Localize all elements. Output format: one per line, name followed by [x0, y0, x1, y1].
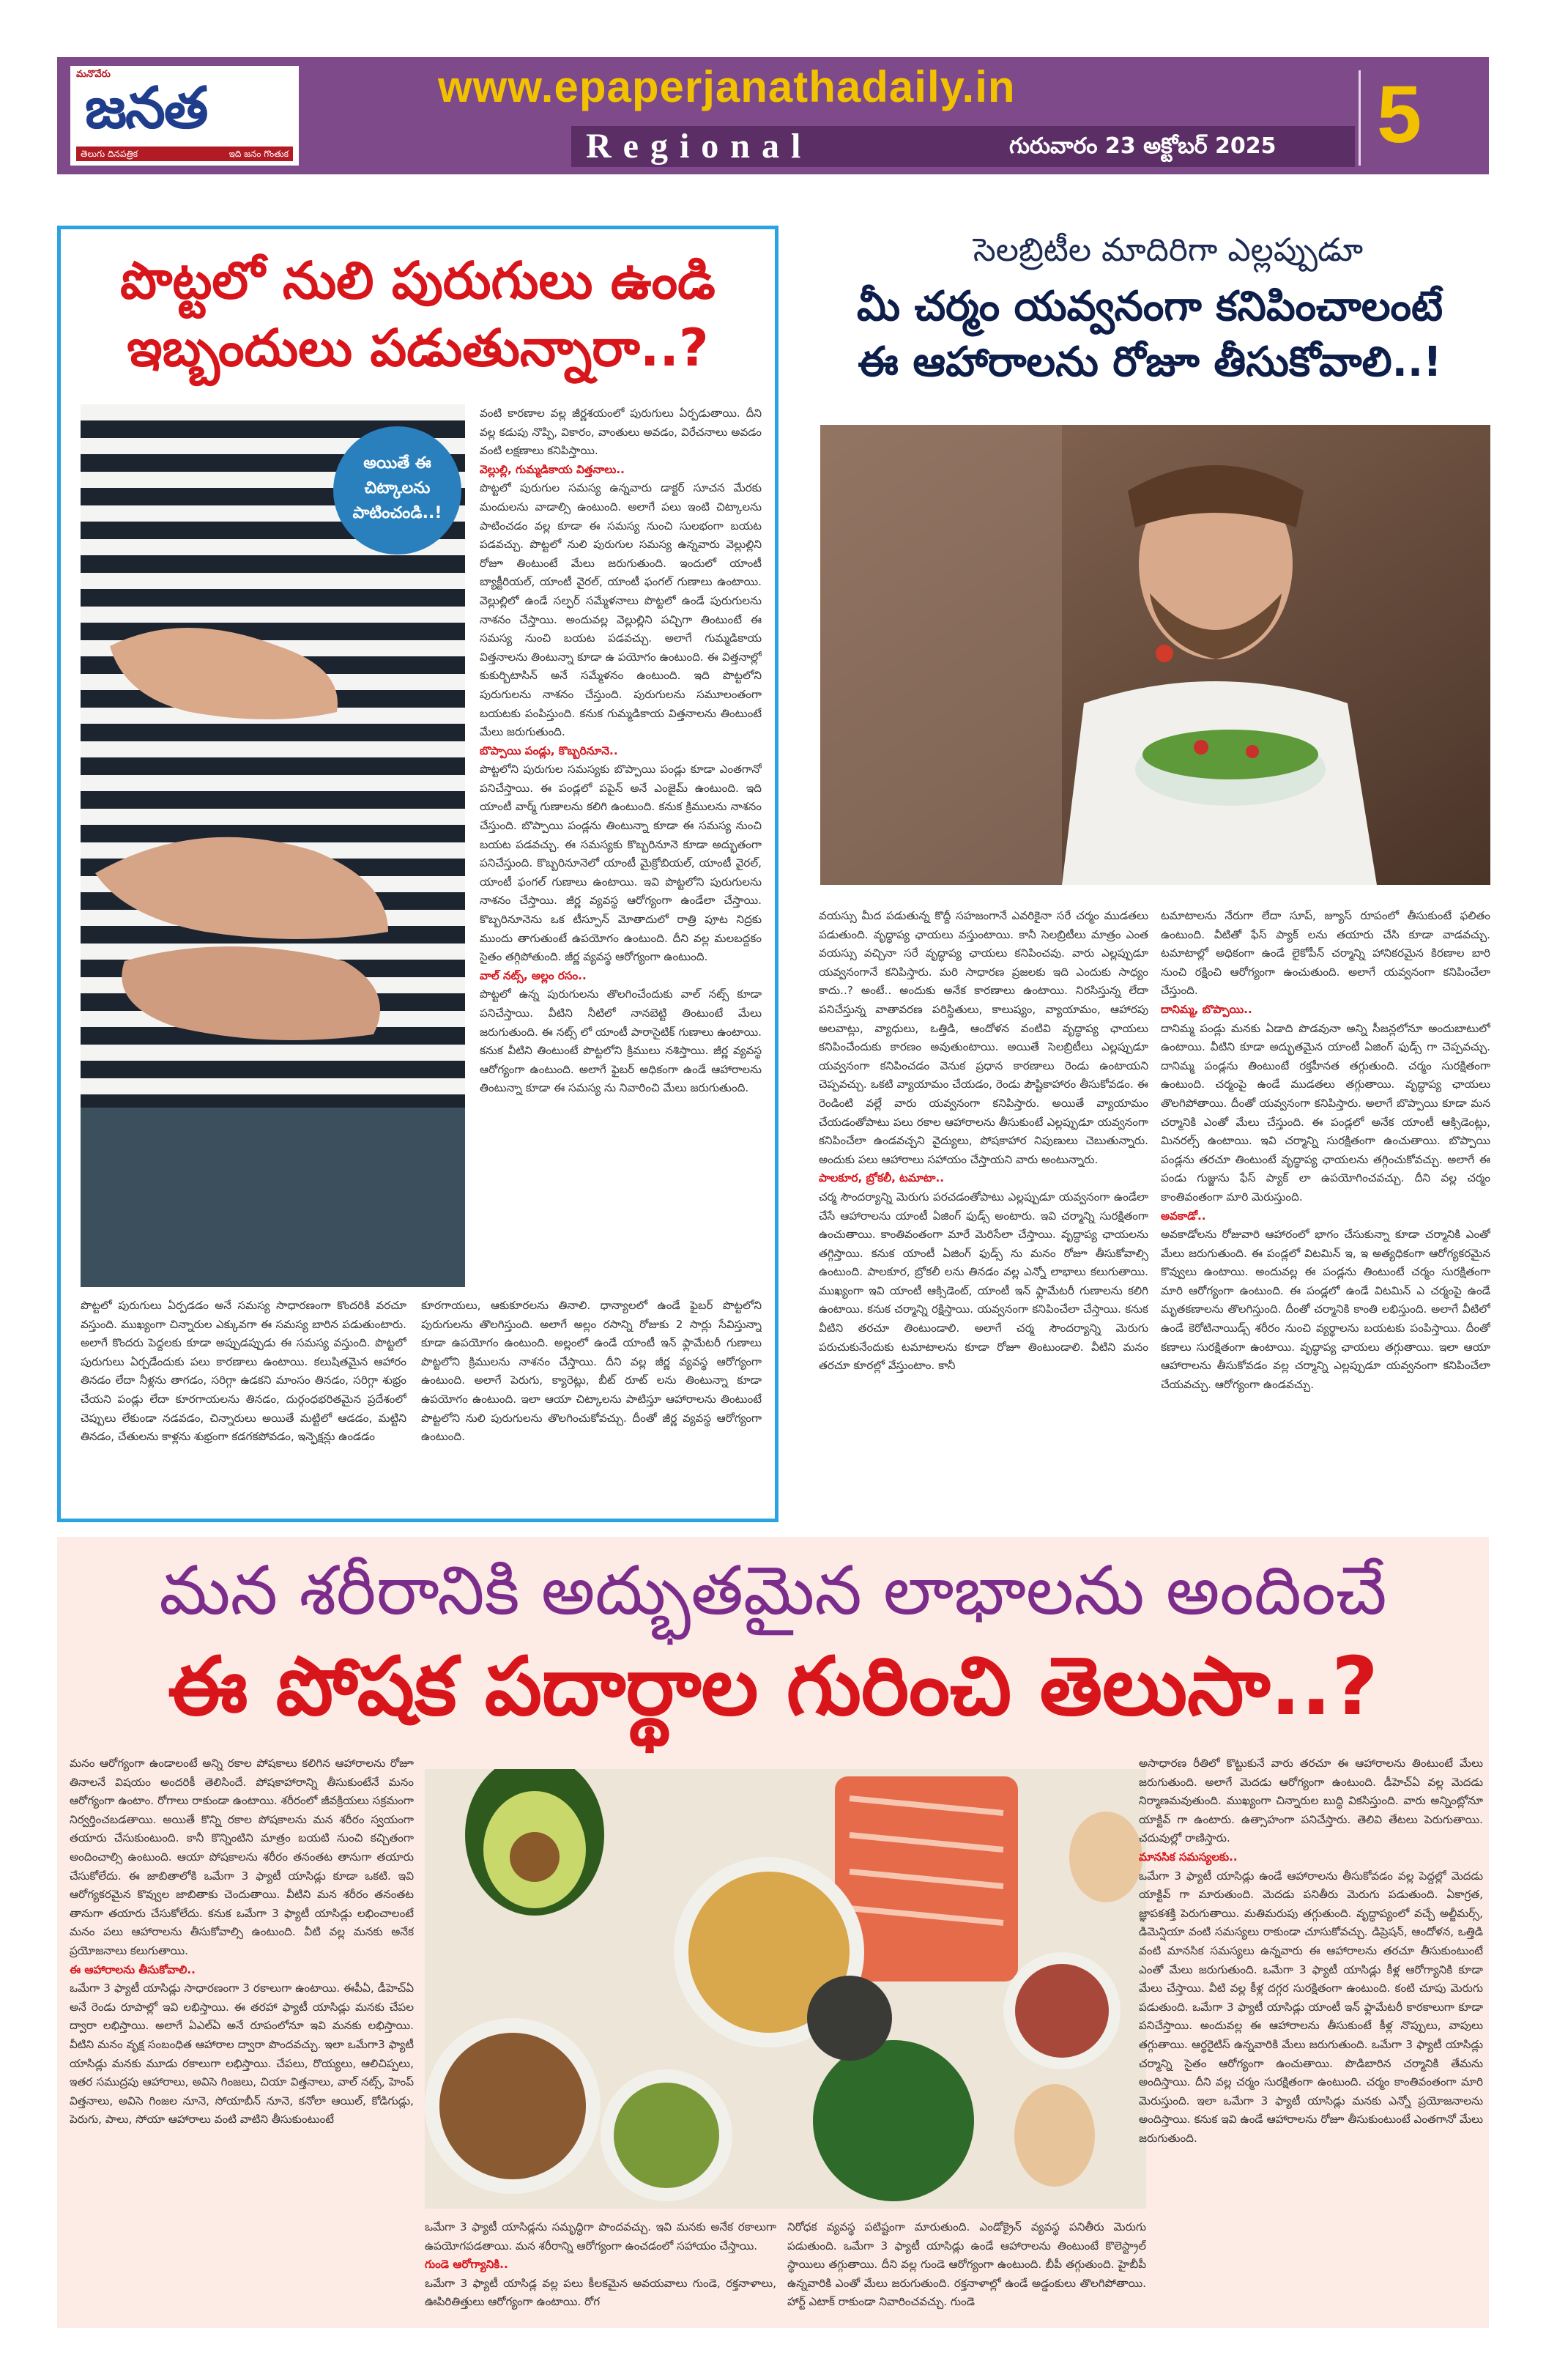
article2-subhead-spinach: పాలకూర, బ్రోకలీ, టమాటా..: [819, 1171, 944, 1185]
article2-headline-line2: ఈ ఆహారాలను రోజూ తీసుకోవాలి..!: [858, 338, 1442, 386]
edition-date: గురువారం 23 అక్టోబర్ 2025: [1009, 133, 1277, 159]
site-url[interactable]: www.epaperjanathadaily.in: [438, 62, 1016, 111]
article1-intro-text: వంటి కారణాల వల్ల జీర్ణశయంలో పురుగులు ఏర్పడుతాయి. దీని వల్ల కడుపు నొప్పి, వికారం, వాంతులు అవడం, విరేచనాలు అవడం వంటి లక్షణాలు కనిపిస్తాయి.: [480, 407, 762, 458]
article1-papaya-text: పొట్టలోని పురుగుల సమస్యకు బొప్పాయి పండ్లు కూడా ఎంతగానో పనిచేస్తాయి. ఈ పండ్లలో పపైన్ అనే ఎంజైమ్ ఉంటుంది. ఇది యాంటీ వార్మ్ గుణాలను కలిగి ఉంటుంది. కనుక క్రిములను నాశనం చేస్తుంది. బొప్పాయి పండ్లను తింటున్నా కూడా ఈ సమస్య నుంచి బయట పడవచ్చు. ఈ సమస్యకు కొబ్బరినూనె కూడా అద్భుతంగా పనిచేస్తుంది. కొబ్బరినూనెలో యాంటీ మైక్రోబియల్, యాంటీ వైరల్, యాంటీ ఫంగల్ గుణాలు ఉంటాయి. ఇవి పొట్టలోని పురుగులను నాశనం చేస్తాయి. జీర్ణ వ్యవస్థ ఆరోగ్యంగా ఉండేలా చేస్తాయి. కొబ్బరినూనెను ఒక టీస్పూన్ మోతాదులో రాత్రి పూట నిద్రకు ముందు తాగుతుంటే ఉపయోగం ఉంటుంది. దీని వల్ల మలబద్దకం సైతం తగ్గిపోతుంది. జీర్ణ వ్యవస్థ ఆరోగ్యంగా ఉంటుంది.: [480, 763, 762, 964]
article2-column-2: [1161, 907, 1490, 1533]
article3-subhead-mental: మానసిక సమస్యలకు..: [1139, 1850, 1238, 1864]
masthead-divider: [1359, 70, 1361, 166]
article2-photo: [820, 425, 1490, 885]
logo-small-text: మనొవేరు: [76, 69, 111, 80]
article1-bottom-column-1: పొట్టలో పురుగులు ఏర్పడడం అనే సమస్య సాధారణంగా కొందరికి వరచూ వస్తుంది. ముఖ్యంగా చిన్నారుల ఎక్కువగా ఈ సమస్య బారిన పడుతుంటారు. అలాగే కొందరు పెద్దలకు కూడా అప్పుడప్పుడు ఈ సమస్య వస్తుంది. పొట్టలో పురుగులు ఏర్పడేందుకు పలు కారణాలు ఉంటాయి. కలుషితమైన ఆహారం తినడం లేదా నీళ్లను తాగడం, సరిగ్గా ఉడకని మాంసం తినడం, సరిగ్గా శుభ్రం చేయని పండ్లు లేదా కూరగాయలను తినడం, దుర్గంధభరితమైన ప్రదేశంలో చెప్పులు లేకుండా నడవడం, చిన్నారులు అయితే మట్టిలో ఆడడం, మట్టిని తినడం, చేతులను కాళ్లను శుభ్రంగా కడగకపోవడం, ఇన్ఫెక్షన్లు ఉండడం: [81, 1299, 406, 1444]
article3-photo: [425, 1769, 1146, 2209]
article1-column-right: [480, 404, 762, 1287]
article1-walnuts-text: పొట్టలో ఉన్న పురుగులను తొలగించేందుకు వాల్ నట్స్ కూడా పనిచేస్తాయి. వీటిని నీటిలో నానబెట్టి తింటుంటే మేలు జరుగుతుంది. ఈ నట్స్ లో యాంటీ పారాసైటిక్ గుణాలు ఉంటాయి. కనుక వీటిని తింటుంటే పొట్టలోని క్రిములు నశిస్తాయి. జీర్ణ వ్యవస్థ ఆరోగ్యంగా ఉంటుంది. అలాగే ఫైబర్ అధికంగా ఉండే ఆహారాలను తింటున్నా కూడా ఈ సమస్య ను నివారించి మేలు జరుగుతుంది.: [480, 987, 762, 1095]
article1-headline-line2: ఇబ్బందులు పడుతున్నారా..?: [127, 318, 709, 378]
article2-avocado-text: అవకాడోలను రోజువారి ఆహారంలో భాగం చేసుకున్నా కూడా చర్మానికి ఎంతో మేలు జరుగుతుంది. ఈ పండ్లలో విటమిన్ ఇ, ఇ అత్యధికంగా ఆరోగ్యకరమైన కొవ్వులు ఉంటాయి. అందువల్ల ఈ పండ్లను తింటుంటే చర్మం సురక్షితంగా మారి ఆరోగ్యంగా ఉంటుంది. ఈ పండ్లలో ఉండే విటమిన్ ఎ చర్మంపై ఉండే మృతకణాలను తొలగిస్తుంది. దీంతో చర్మానికి కాంతి లభిస్తుంది. అలాగే వీటిలో ఉండే కెరోటినాయిడ్స్ శరీరం నుంచి వ్యర్థాలను బయటకు పంపిస్తాయి. దీంతో కణాలు సురక్షితంగా ఉంటాయి. వృద్ధాప్య ఛాయలు తగ్గుతాయి. ఇలా ఆయా ఆహారాలను తీసుకోవడం వల్ల చర్మాన్ని ఎల్లప్పుడూ యవ్వనంగా కనిపించేలా చేయవచ్చు. ఆరోగ్యంగా ఉండవచ్చు.: [1161, 1228, 1490, 1391]
logo-tag-right: ఇది జనం గొంతుక: [228, 149, 289, 159]
article3-column-middle-1: [425, 2218, 776, 2321]
article3-mid-text: ఒమేగా 3 ఫ్యాటీ యాసిడ్లను సమృద్ధిగా పొందవచ్చు. ఇవి మనకు అనేక రకాలుగా ఉపయోగపడతాయి. మన శరీరాన్ని ఆరోగ్యంగా ఉంచడంలో సహాయం చేస్తాయి.: [425, 2220, 776, 2253]
page-number: 5: [1377, 70, 1422, 160]
article3-brain-text: అసాధారణ రీతిలో కొట్టుకునే వారు తరచూ ఈ ఆహారాలను తింటుంటే మేలు జరుగుతుంది. అలాగే మెదడు ఆరోగ్యంగా ఉంటుంది. డీహెచ్ఏ వల్ల మెదడు నిర్మాణమవుతుంది. ముఖ్యంగా చిన్నారుల బుద్ధి వికసిస్తుంది. వారు అన్నింట్లోనూ యాక్టివ్ గా ఉంటారు. ఉత్సాహంగా పనిచేస్తారు. తెలివి తేటలు పెరుగుతాయి. చదువుల్లో రాణిస్తారు.: [1139, 1757, 1483, 1845]
omega3-foods-illustration: [425, 1769, 1146, 2209]
article3-headline-line1: మన శరీరానికి అద్భుతమైన లాభాలను అందించే: [159, 1552, 1387, 1630]
article2-intro-text: వయస్సు మీద పడుతున్న కొద్దీ సహజంగానే ఎవరికైనా సరే చర్మం ముడతలు పడుతుంది. వృద్ధాప్య ఛాయలు వస్తుంటాయి. కానీ సెలబ్రిటీలు మాత్రం ఎంత వయస్సు వచ్చినా సరే వృద్ధాప్య ఛాయలు కనిపించవు. వారు ఎల్లప్పుడూ యవ్వనంగానే కనిపిస్తారు. మరి సాధారణ ప్రజలకు ఇది ఎందుకు సాధ్యం కాదు..? అంటే.. అందుకు అనేక కారణాలు ఉంటాయి. నిరసిస్తున్న లేదా పనిచేస్తున్న వాతావరణ పరిస్థితులు, కాలుష్యం, వ్యాయామం, ఆహారపు అలవాట్లు, వ్యాధులు, ఒత్తిడి, ఆందోళన వంటివి వృద్ధాప్య ఛాయలు కనిపించేందుకు కారణం అవుతుంటాయి. అయితే సెలబ్రిటీలు ఎల్లప్పుడూ యవ్వనంగా కనిపించడం వెనుక ప్రధాన కారణాలు రెండు ఉంటాయని చెప్పవచ్చు. ఒకటి వ్యాయామం చేయడం, రెండు పౌష్టికాహారం తీసుకోవడం. ఈ రెండింటి వల్లే వారు యవ్వనంగా కనిపిస్తారు. అయితే వ్యాయామం చేయడంతోపాటు పలు రకాల ఆహారాలను తీసుకుంటే ఎల్లప్పుడూ యవ్వనంగా కనిపించేలా ఉండవచ్చని వైద్యులు, పోషకాహార నిపుణులు చెబుతున్నారు. అందుకు పలు ఆహారాలు సహాయం చేస్తాయని వారు అంటున్నారు.: [819, 909, 1148, 1166]
article2-column-1: [819, 907, 1148, 1533]
article1-subhead-walnuts: వాల్ నట్స్, అల్లం రసం..: [480, 968, 587, 982]
article3-subhead-foods: ఈ ఆహారాలను తీసుకోవాలి..: [70, 1962, 196, 1976]
article2-spinach-text: చర్మ సౌందర్యాన్ని మెరుగు పరచడంతోపాటు ఎల్లప్పుడూ యవ్వనంగా ఉండేలా చేసే ఆహారాలను యాంటీ ఏజింగ్ ఫుడ్స్ అంటారు. ఇవి చర్మాన్ని సురక్షితంగా ఉంచుతాయి. కాంతివంతంగా మారే మెరిసేలా చేస్తాయి. వృద్ధాప్య ఛాయలను తగ్గిస్తాయి. కనుక యాంటీ ఏజింగ్ ఫుడ్స్ ను మనం రోజూ తీసుకోవాల్సి ఉంటుంది. పాలకూర, బ్రోకలీ లను తినడం వల్ల ఎన్నో లాభాలు కలుగుతాయి. ముఖ్యంగా ఇవి యాంటీ ఆక్సిడెంట్, యాంటీ ఇన్ ఫ్లామేటరీ గుణాలను కలిగి ఉంటాయి. కనుక చర్మాన్ని రక్షిస్తాయి. యవ్వనంగా కనిపించేలా చేస్తాయి. కనుక వీటిని తరచూ తింటుండాలి. అలాగే చర్మ సౌందర్యాన్ని మెరుగు పరుచుకునేందుకు టమాటాలను కూడా రోజూ తింటుండాలి. వీటిని మనం తరచూ కూరల్లో వేస్తుంటాం. కానీ: [819, 1190, 1148, 1373]
article1-bottom-column-2: కూరగాయలు, ఆకుకూరలను తినాలి. ధాన్యాలలో ఉండే ఫైబర్ పొట్టలోని పురుగులను తొలగిస్తుంది. అలాగే అల్లం రసాన్ని రోజుకు 2 సార్లు సేవిస్తున్నా కూడా ఉపయోగం ఉంటుంది. అల్లంలో ఉండే యాంటీ ఇన్ ఫ్లామేటరీ గుణాలు పొట్టలోని క్రిములను నాశనం చేస్తాయి. దీని వల్ల జీర్ణ వ్యవస్థ ఆరోగ్యంగా ఉంటుంది. అలాగే పెరుగు, క్యారెట్లు, బీట్ రూట్ లను తింటున్నా కూడా ఉపయోగం ఉంటుంది. ఇలా ఆయా చిట్కాలను పాటిస్తూ ఆహారాలను తింటుంటే పొట్టలోని నులి పురుగులను తొలగించుకోవచ్చు. దీంతో జీర్ణ వ్యవస్థ ఆరోగ్యంగా ఉంటుంది.: [421, 1299, 762, 1444]
article2-subhead-avocado: అవకాడో..: [1161, 1209, 1206, 1223]
article2-subhead-pomegranate: దానిమ్మ, బొప్పాయి..: [1161, 1002, 1252, 1016]
article1-headline-line1: పొట్టలో నులి పురుగులు ఉండి: [120, 251, 716, 311]
article3-foods-text: ఒమేగా 3 ఫ్యాటీ యాసిడ్లు సాధారణంగా 3 రకాలుగా ఉంటాయి. ఈపీఏ, డీహెచ్ఏ అనే రెండు రూపాల్లో ఇవి లభిస్తాయి. ఈ తరహా ఫ్యాటీ యాసిడ్లు మనకు చేపల ద్వారా లభిస్తాయి. అలాగే ఏఎల్ఏ అనే రూపంలోనూ ఇవి మనకు లభిస్తాయి. వీటిని మనం వృక్ష సంబంధిత ఆహారాల ద్వారా పొందవచ్చు. ఇలా ఒమేగా3 ఫ్యాటీ యాసిడ్లు మనకు మూడు రకాలుగా లభిస్తాయి. చేపలు, రొయ్యలు, ఆలిచిప్పలు, ఇతర సముద్రపు ఆహారాలు, అవిసె గింజలు, చియా విత్తనాలు, వాల్ నట్స్, హెంప్ విత్తనాలు, అవిసె గింజల నూనె, సోయాబీన్ నూనె, కనోలా ఆయిల్, కోడిగుడ్లు, పెరుగు, పాలు, సోయా ఆహారాలు వంటి వాటిని తీసుకుంటుంటే: [70, 1982, 414, 2127]
logo-wordmark: జనత: [85, 75, 207, 141]
article3-intro-text: మనం ఆరోగ్యంగా ఉండాలంటే అన్ని రకాల పోషకాలు కలిగిన ఆహారాలను రోజూ తినాలనే విషయం అందరికీ తెలిసిందే. పోషకాహారాన్ని తీసుకుంటేనే మనం ఆరోగ్యంగా ఉంటాం. రోగాలు రాకుండా ఉంటాయి. శరీరంలో జీవక్రియలు సక్రమంగా నిర్వర్తించబడతాయి. అయితే కొన్ని రకాల పోషకాలను మన శరీరం స్వయంగా తయారు చేసుకుంటుంది. కానీ కొన్నింటిని మాత్రం బయటి నుంచి కచ్చితంగా అందించాల్సి ఉంటుంది. ఆయా పోషకాలను శరీరం తనంతట తానుగా తయారు చేసుకోలేదు. ఈ జాబితాలోకి ఒమేగా 3 ఫ్యాటీ యాసిడ్లు కూడా ఒకటి. ఇవి ఆరోగ్యకరమైన కొవ్వుల జాబితాకు చెందుతాయి. వీటిని మన శరీరం తనంతట తానుగా తయారు చేసుకోలేదు. కనుక ఒమేగా 3 ఫ్యాటీ యాసిడ్లు లభించాలంటే మనం పలు ఆహారాలను తీసుకోవాల్సి ఉంటుంది. వీటి వల్ల మనకు అనేక ప్రయోజనాలు కలుగుతాయి.: [70, 1757, 414, 1957]
article1-subhead-garlic: వెల్లుల్లి, గుమ్మడికాయ విత్తనాలు..: [480, 462, 625, 476]
logo-tag-left: తెలుగు దినపత్రిక: [81, 149, 138, 159]
article3-column-3: [1139, 1754, 1483, 2318]
article2-tomato-text: టమాటాలను నేరుగా లేదా సూప్, జ్యూస్ రూపంలో తీసుకుంటే ఫలితం ఉంటుంది. వీటితో ఫేస్ ప్యాక్ లను తయారు చేసి కూడా వాడవచ్చు. టమాటాల్లో అధికంగా ఉండే లైకోపీన్ చర్మాన్ని హానికరమైన కిరణాల బారి నుంచి రక్షించి ఆరోగ్యంగా ఉంచుతుంది. అలాగే యవ్వనంగా కనిపించేలా చేస్తుంది.: [1161, 909, 1490, 998]
article2-kicker: సెలబ్రిటీల మాదిరిగా ఎల్లప్పుడూ: [973, 231, 1364, 269]
man-eating-salad-illustration: [820, 425, 1490, 885]
article3-subhead-heart: గుండె ఆరోగ్యానికి..: [425, 2258, 508, 2272]
article1-subhead-papaya: బొప్పాయి పండ్లు, కొబ్బరినూనె..: [480, 744, 618, 757]
article2-headline-line1: మీ చర్మం యవ్వనంగా కనిపించాలంటే: [856, 283, 1443, 330]
article3-mental-text: ఒమేగా 3 ఫ్యాటీ యాసిడ్లు ఉండే ఆహారాలను తీసుకోవడం వల్ల పెద్దల్లో మెదడు యాక్టివ్ గా మారుతుంది. మెదడు పనితీరు మెరుగు పడుతుంది. ఏకాగ్రత, జ్ఞాపకశక్తి పెరుగుతాయి. మతిమరుపు తగ్గుతుంది. వృద్ధాప్యంలో వచ్చే అల్జీమర్స్, డిమెన్షియా వంటి సమస్యలు రాకుండా చూసుకోవచ్చు. డిప్రెషన్, ఆందోళన, ఒత్తిడి వంటి మానసిక సమస్యలు ఉన్నవారు ఈ ఆహారాలను తరచూ తీసుకుంటుంటే ఎంతో మేలు జరుగుతుంది. ఒమేగా 3 ఫ్యాటీ యాసిడ్లు కీళ్ల ఆరోగ్యానికి కూడా మేలు చేస్తాయి. వీటి వల్ల కీళ్ల దగ్గర సురక్షితంగా ఉంటుంది. కంటి చూపు మెరుగు పడుతుంది. ఒమేగా 3 ఫ్యాటీ యాసిడ్లు యాంటీ ఇన్ ఫ్లామేటరీ కారకాలుగా కూడా పనిచేస్తాయి. అందువల్ల ఈ ఆహారాలను తీసుకుంటే కీళ్ల నొప్పులు, వాపులు తగ్గుతాయి. ఆర్థరైటిస్ ఉన్నవారికి మేలు జరుగుతుంది. ఒమేగా 3 ఫ్యాటీ యాసిడ్లు చర్మాన్ని సైతం ఆరోగ్యంగా ఉంచుతాయి. పొడిబారిన చర్మానికి తేమను అందిస్తాయి. దీని వల్ల చర్మం సురక్షితంగా ఉంటుంది. చర్మం కాంతివంతంగా మారి మెరుస్తుంది. ఇలా ఒమేగా 3 ఫ్యాటీ యాసిడ్లు మనకు ఎన్నో ప్రయోజనాలను అందిస్తాయి. కనుక ఇవి ఉండే ఆహారాలను రోజూ తీసుకుంటుంటే ఎంతగానో మేలు జరుగుతుంది.: [1139, 1869, 1483, 2145]
article1-callout-badge: అయితే ఈ చిట్కాలను పాటించండి..!: [333, 426, 461, 555]
logo-tagline: [76, 147, 293, 161]
article3-column-middle-2: నిరోధక వ్యవస్థ పటిష్టంగా మారుతుంది. ఎండోక్రైన్ వ్యవస్థ పనితీరు మెరుగు పడుతుంది. ఒమేగా 3 ఫ్యాటీ యాసిడ్లు ఉండే ఆహారాలను తింటుంటే కొలెస్ట్రాల్ స్థాయిలు తగ్గుతాయి. దీని వల్ల గుండె ఆరోగ్యంగా ఉంటుంది. బీపీ తగ్గుతుంది. హైబీపీ ఉన్నవారికి ఎంతో మేలు జరుగుతుంది. రక్తనాళాల్లో ఉండే అడ్డంకులు తొలగిపోతాయి. హార్ట్ ఎటాక్ రాకుండా నివారించవచ్చు. గుండె: [787, 2220, 1146, 2309]
article3-heart-text: ఒమేగా 3 ఫ్యాటీ యాసిడ్ల వల్ల పలు కీలకమైన అవయవాలు గుండె, రక్తనాళాలు, ఊపిరితిత్తులు ఆరోగ్యంగా ఉంటాయి. రోగ: [425, 2276, 776, 2309]
article2-pomegranate-text: దానిమ్మ పండ్లు మనకు ఏడాది పొడవునా అన్ని సీజన్లలోనూ అందుబాటులో ఉంటాయి. వీటిని కూడా అద్భుతమైన యాంటీ ఏజింగ్ ఫుడ్స్ గా చెప్పవచ్చు. దానిమ్మ పండ్లను తింటుంటే రక్తహీనత తగ్గుతుంది. చర్మం సురక్షితంగా ఉంటుంది. చర్మంపై ఉండే ముడతలు తగ్గుతాయి. వృద్ధాప్య ఛాయలు తొలగిపోతాయి. దీంతో యవ్వనంగా కనిపిస్తారు. అలాగే బొప్పాయి కూడా మన చర్మానికి ఎంతో మేలు చేస్తుంది. ఈ పండ్లలో అనేక యాంటీ ఆక్సిడెంట్లు, మినరల్స్ ఉంటాయి. ఇవి చర్మాన్ని సురక్షితంగా ఉంచుతాయి. బొప్పాయి పండ్లను తరచూ తింటుంటే వృద్ధాప్య ఛాయలను తగ్గించుకోవచ్చు. అలాగే ఈ పండు గుజ్జును ఫేస్ ప్యాక్ లా ఉపయోగించవచ్చు. దీని వల్ల చర్మం కాంతివంతంగా మారి మెరుస్తుంది.: [1161, 1021, 1490, 1204]
article3-headline-line2: ఈ పోషక పదార్థాల గురించి తెలుసా..?: [168, 1639, 1378, 1733]
article1-garlic-text: పొట్టలో పురుగుల సమస్య ఉన్నవారు డాక్టర్ సూచన మేరకు మందులను వాడాల్సి ఉంటుంది. అలాగే పలు ఇంటి చిట్కాలను పాటించడం వల్ల కూడా ఈ సమస్య నుంచి సులభంగా బయట పడవచ్చు. పొట్టలో నులి పురుగుల సమస్య ఉన్నవారు వెల్లుల్లిని రోజూ తింటుంటే మేలు జరుగుతుంది. ఇందులో యాంటీ బ్యాక్టీరియల్, యాంటీ వైరల్, యాంటీ ఫంగల్ గుణాలు ఉంటాయి. వెల్లుల్లిలో ఉండే సల్ఫర్ సమ్మేళనాలు పొట్టలో ఉండే పురుగులను నాశనం చేస్తాయి. అందువల్ల వెల్లుల్లిని పచ్చిగా తింటుంటే ఈ సమస్య నుంచి బయట పడవచ్చు. అలాగే గుమ్మడికాయ విత్తనాలను తింటున్నా కూడా ఉ పయోగం ఉంటుంది. ఈ విత్తనాల్లో కుకుర్బిటాసిన్ అనే సమ్మేళనం ఉంటుంది. ఇది పొట్టలోని పురుగులను నాశనం చేస్తుంది. పురుగులను సమూలంతంగా బయటకు పంపిస్తుంది. కనుక గుమ్మడికాయ విత్తనాలను తింటుంటే మేలు జరుగుతుంది.: [480, 481, 762, 739]
section-label: Regional: [586, 127, 813, 166]
article3-column-1: [70, 1754, 414, 2318]
